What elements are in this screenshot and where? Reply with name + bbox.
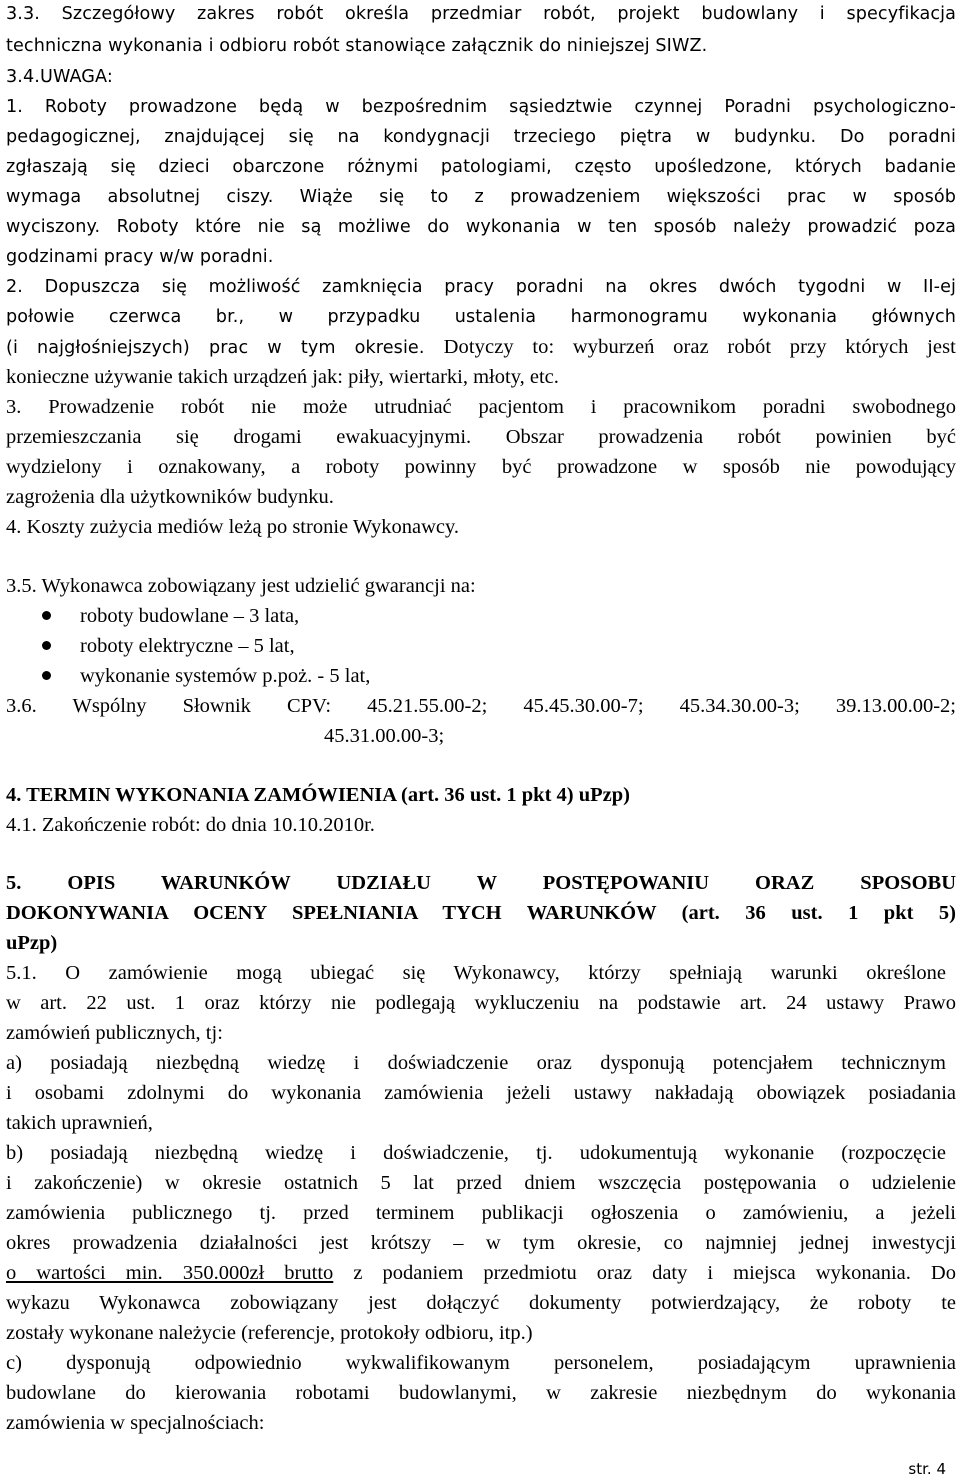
item-b-line-1: b) posiadają niezbędną wiedzę i doświadczenie, tj. udokumentują wykonanie (rozpoczęcie	[6, 1142, 946, 1164]
uwaga-4-line: 4. Koszty zużycia mediów leżą po stronie Wykonawcy.	[6, 516, 460, 538]
section-5-1-line-2: w art. 22 ust. 1 oraz którzy nie podlegają wykluczeniu na podstawie art. 24 ustawy Prawo	[6, 992, 956, 1014]
para-3-3-line-1: 3.3. Szczegółowy zakres robót określa przedmiar robót, projekt budowlany i specyfikacja	[6, 4, 956, 24]
bullet-dot-icon	[42, 641, 51, 650]
uwaga-1-line-5: wyciszony. Roboty które nie są możliwe do wykonania w ten sposób należy prowadzić poza	[6, 217, 956, 237]
item-c-line-1: c) dysponują odpowiednio wykwalifikowanym personelem, posiadającym uprawnienia	[6, 1352, 956, 1374]
section-4-1-line: 4.1. Zakończenie robót: do dnia 10.10.2010r.	[6, 814, 375, 836]
uwaga-3-line-1: 3. Prowadzenie robót nie może utrudniać pacjentom i pracownikom poradni swobodnego	[6, 396, 956, 418]
cpv-line-2: 45.31.00.00-3;	[324, 725, 445, 747]
section-5-1-line-1: 5.1. O zamówienie mogą ubiegać się Wykonawcy, którzy spełniają warunki określone	[6, 962, 946, 984]
item-b-line-7: zostały wykonane należycie (referencje, protokoły odbioru, itp.)	[6, 1322, 533, 1344]
uwaga-1-line-4: wymaga absolutnej ciszy. Wiąże się to z prowadzeniem większości prac w sposób	[6, 187, 956, 207]
uwaga-1-line-3: zgłaszają się dzieci obarczone różnymi patologiami, często upośledzone, których badanie	[6, 157, 956, 177]
section-5-1-line-3: zamówień publicznych, tj:	[6, 1022, 223, 1044]
item-a-line-3: takich uprawnień,	[6, 1112, 153, 1134]
section-4-heading: 4. TERMIN WYKONANIA ZAMÓWIENIA (art. 36 ust. 1 pkt 4) uPzp)	[6, 784, 630, 806]
uwaga-2-line-4: konieczne używanie takich urządzeń jak: piły, wiertarki, młoty, etc.	[6, 366, 559, 388]
item-b-line-5: o wartości min. 350.000zł brutto z podaniem przedmiotu oraz daty i miejsca wykonania. Do	[6, 1262, 956, 1284]
bullet-dot-icon	[42, 611, 51, 620]
uwaga-1-line-1: 1. Roboty prowadzone będą w bezpośrednim sąsiedztwie czynnej Poradni psychologiczno-	[6, 97, 956, 117]
item-a-line-2: i osobami zdolnymi do wykonania zamówienia jeżeli ustawy nakładają obowiązek posiadania	[6, 1082, 956, 1104]
section-5-heading-line-3: uPzp)	[6, 932, 58, 954]
section-5-heading-line-1: 5. OPIS WARUNKÓW UDZIAŁU W POSTĘPOWANIU ORAZ SPOSOBU	[6, 872, 956, 894]
cpv-line-1: 3.6. Wspólny Słownik CPV: 45.21.55.00-2; 45.45.30.00-7; 45.34.30.00-3; 39.13.00.00-2;	[6, 695, 956, 717]
section-5-heading-line-2: DOKONYWANIA OCENY SPEŁNIANIA TYCH WARUNKÓW (art. 36 ust. 1 pkt 5)	[6, 902, 956, 924]
item-b-line-6: wykazu Wykonawca zobowiązany jest dołączyć dokumenty potwierdzający, że roboty te	[6, 1292, 956, 1314]
item-b-line-3: zamówienia publicznego tj. przed terminem publikacji ogłoszenia o zamówieniu, a jeżeli	[6, 1202, 956, 1224]
uwaga-3-line-4: zagrożenia dla użytkowników budynku.	[6, 486, 334, 508]
bullet-dot-icon	[42, 671, 51, 680]
item-b-line-4: okres prowadzenia działalności jest krótszy – w tym okresie, co najmniej jednej inwestycji	[6, 1232, 956, 1254]
uwaga-2-line-2: połowie czerwca br., w przypadku ustalenia harmonogramu wykonania głównych	[6, 307, 957, 327]
item-b-line-2: i zakończenie) w okresie ostatnich 5 lat przed dniem wszczęcia postępowania o udzielenie	[6, 1172, 956, 1194]
uwaga-2-line-3: (i najgłośniejszych) prac w tym okresie. Dotyczy to: wyburzeń oraz robót przy których jest	[6, 336, 956, 358]
item-c-line-2: budowlane do kierowania robotami budowlanymi, w zakresie niezbędnym do wykonania	[6, 1382, 956, 1404]
section-3-5-heading: 3.5. Wykonawca zobowiązany jest udzielić gwarancji na:	[6, 575, 476, 597]
uwaga-3-line-2: przemieszczania się drogami ewakuacyjnymi. Obszar prowadzenia robót powinien być	[6, 426, 956, 448]
item-a-line-1: a) posiadają niezbędną wiedzę i doświadczenie oraz dysponują potencjałem technicznym	[6, 1052, 946, 1074]
uwaga-2-line-1: 2. Dopuszcza się możliwość zamknięcia pracy poradni na okres dwóch tygodni w II-ej	[6, 277, 956, 297]
section-3-4-heading: 3.4.UWAGA:	[6, 67, 113, 87]
page-number: str. 4	[908, 1460, 946, 1478]
uwaga-1-line-2: pedagogicznej, znajdującej się na kondygnacji trzeciego piętra w budynku. Do poradni	[6, 127, 956, 147]
uwaga-3-line-3: wydzielony i oznakowany, a roboty powinny być prowadzone w sposób nie powodujący	[6, 456, 956, 478]
para-3-3-line-2: techniczna wykonania i odbioru robót stanowiące załącznik do niniejszej SIWZ.	[6, 36, 708, 56]
uwaga-1-line-6: godzinami pracy w/w poradni.	[6, 247, 274, 267]
item-c-line-3: zamówienia w specjalnościach:	[6, 1412, 265, 1434]
